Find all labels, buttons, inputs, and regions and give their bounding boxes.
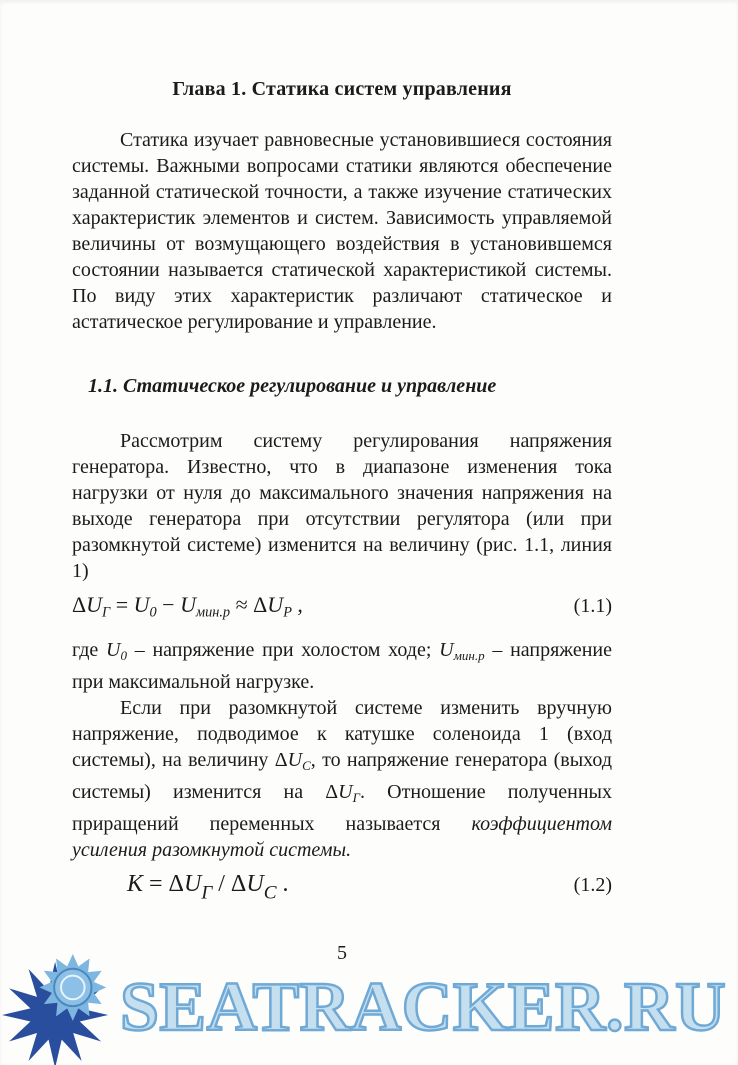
equation-number-1-2: (1.2) — [573, 873, 612, 896]
logo-graphic — [2, 954, 120, 1065]
chapter-title: Глава 1. Статика систем управления — [172, 78, 512, 100]
equation-row-1-2 — [72, 869, 612, 908]
formula-1-2: $K = \Delta U_Г / \Delta U_С$ . — [127, 870, 289, 904]
equation-row-1-1 — [72, 590, 612, 627]
formula-1-1: ΔUГ = U0 − Uмин.р ≈ ΔUР , — [72, 592, 303, 621]
page-number: 5 — [337, 942, 347, 964]
paragraph-open-loop-gain: Если при разомкнутой системе изменить вручную напряжение, подводимое к катушке соленоида 1 (вход системы), на величину ΔUС, то напряжение генератора (выход системы) изменится на ΔUГ. Отношение полученных приращений переменных называется коэффициентом усиления разомкнутой системы. — [72, 697, 613, 861]
paragraph-statics-intro: Статика изучает равновесные установившиеся состояния системы. Важными вопросами статики являются обеспечение заданной статической точности, а также изучение статических характеристик элементов и систем. Зависимость управляемой величины от возмущающего воздействия в установившемся состоянии называется статической характеристикой системы. По виду этих характеристик различают статическое и астатическое регулирование и управление. — [72, 129, 612, 333]
starburst-icon — [2, 961, 108, 1065]
paragraph-where-definitions: где U0 – напряжение при холостом ходе; Uмин.р – напряжение при максимальной нагрузке. — [72, 639, 612, 694]
paragraph-generator-system: Рассмотрим систему регулирования напряжения генератора. Известно, что в диапазоне изменения тока нагрузки от нуля до максимального значения напряжения на выходе генератора при отсутствии регулятора (или при разомкнутой системе) изменится на величину (рис. 1.1, линия 1) — [72, 430, 612, 582]
equation-number-1-1: (1.1) — [573, 595, 612, 617]
watermark-text: SEATRACKER.RU — [120, 968, 727, 1046]
watermark-logo — [2, 954, 120, 1065]
sun-icon — [54, 968, 91, 1005]
watermark — [0, 958, 738, 1065]
section-heading: 1.1. Статическое регулирование и управление — [88, 375, 497, 397]
sun-inner-ring — [61, 975, 85, 999]
